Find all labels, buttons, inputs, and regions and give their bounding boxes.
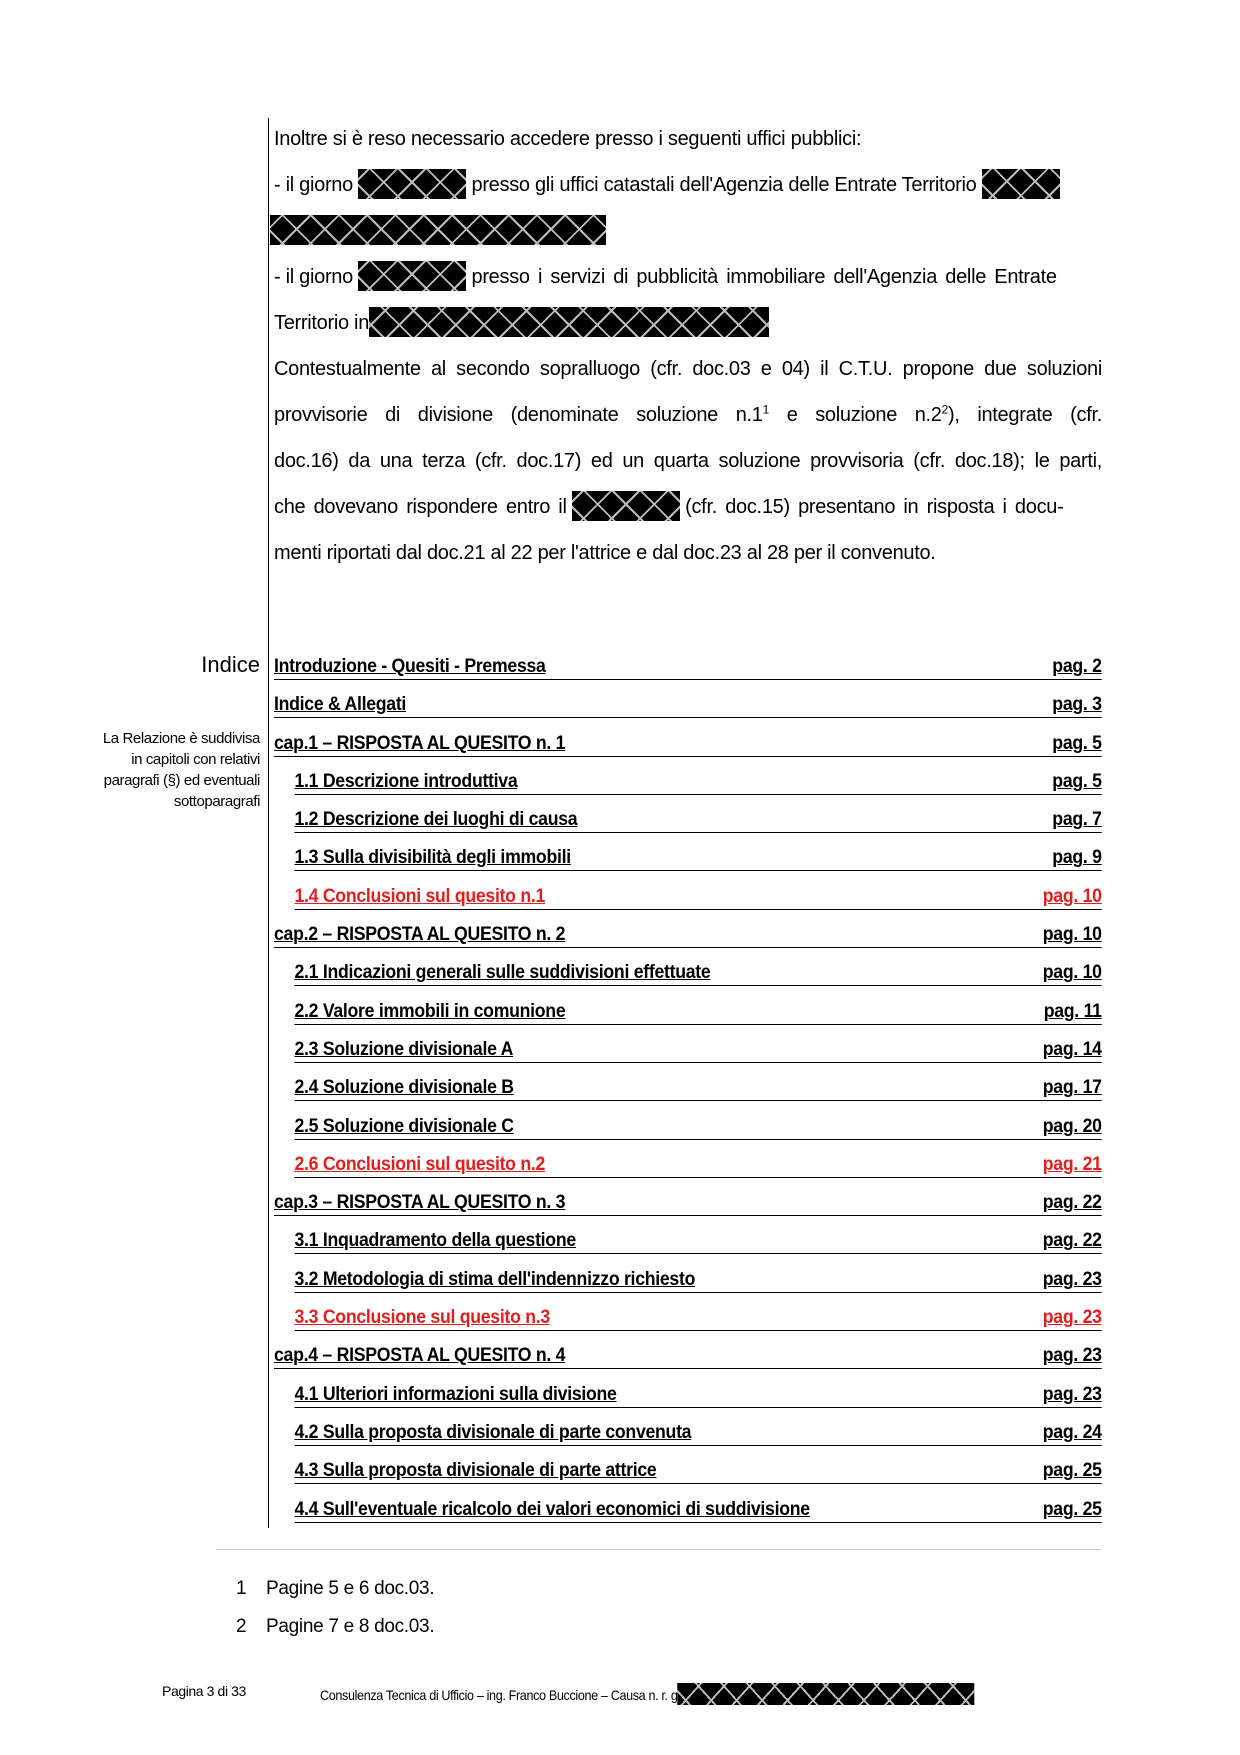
redaction-block: [358, 261, 466, 291]
body-line: - il giorno presso gli uffici catastali dell'Agenzia delle Entrate Territorio: [274, 162, 1102, 208]
body-paragraph: [274, 116, 1102, 576]
toc-section[interactable]: 3.1 Inquadramento della questione pag. 22: [274, 1226, 1102, 1264]
body-line: menti riportati dal doc.21 al 22 per l'attrice e dal doc.23 al 28 per il convenuto.: [274, 542, 936, 564]
table-of-contents: [274, 652, 1102, 1533]
toc-section[interactable]: 3.2 Metodologia di stima dell'indennizzo richiesto pag. 23: [274, 1265, 1102, 1303]
toc-section-conclusion[interactable]: 3.3 Conclusione sul quesito n.3 pag. 23: [274, 1303, 1102, 1341]
redaction-block: [358, 169, 466, 199]
toc-section[interactable]: 2.2 Valore immobili in comunione pag. 11: [274, 997, 1102, 1035]
toc-chapter[interactable]: cap.1 – RISPOSTA AL QUESITO n. 1 pag. 5: [274, 729, 1102, 767]
toc-section[interactable]: 4.4 Sull'eventuale ricalcolo dei valori economici di suddivisione pag. 25: [274, 1495, 1102, 1533]
footer-text: Consulenza Tecnica di Ufficio – ing. Franco Buccione – Causa n. r. g: [320, 1683, 974, 1705]
redaction-block: [572, 491, 680, 521]
toc-section[interactable]: 2.4 Soluzione divisionale B pag. 17: [274, 1073, 1102, 1111]
toc-section[interactable]: 2.5 Soluzione divisionale C pag. 20: [274, 1112, 1102, 1150]
body-line: doc.16) da una terza (cfr. doc.17) ed un quarta soluzione provvisoria (cfr. doc.18); le parti,: [274, 450, 1102, 472]
footnote: 2 Pagine 7 e 8 doc.03.: [236, 1616, 435, 1637]
footer-page-number: Pagina 3 di 33: [162, 1683, 246, 1699]
toc-entry[interactable]: Indice & Allegati pag. 3: [274, 690, 1102, 728]
body-line: Contestualmente al secondo sopralluogo (cfr. doc.03 e 04) il C.T.U. propone due soluzioni: [274, 358, 1102, 380]
footnote-separator: [216, 1549, 1101, 1550]
margin-rule: [268, 118, 269, 1528]
toc-section-conclusion[interactable]: 2.6 Conclusioni sul quesito n.2 pag. 21: [274, 1150, 1102, 1188]
toc-side-note: La Relazione è suddivisa in capitoli con relativi paragrafi (§) ed eventuali sottoparagrafi: [102, 730, 260, 810]
toc-section-conclusion[interactable]: 1.4 Conclusioni sul quesito n.1 pag. 10: [274, 882, 1102, 920]
footnote: 1 Pagine 5 e 6 doc.03.: [236, 1578, 435, 1599]
toc-section[interactable]: 4.3 Sulla proposta divisionale di parte attrice pag. 25: [274, 1456, 1102, 1494]
toc-section[interactable]: 4.2 Sulla proposta divisionale di parte convenuta pag. 24: [274, 1418, 1102, 1456]
toc-chapter[interactable]: cap.3 – RISPOSTA AL QUESITO n. 3 pag. 22: [274, 1188, 1102, 1226]
redaction-block: [369, 307, 769, 337]
toc-section[interactable]: 2.3 Soluzione divisionale A pag. 14: [274, 1035, 1102, 1073]
toc-section[interactable]: 4.1 Ulteriori informazioni sulla divisione pag. 23: [274, 1380, 1102, 1418]
toc-section[interactable]: 1.3 Sulla divisibilità degli immobili pag. 9: [274, 843, 1102, 881]
toc-chapter[interactable]: cap.2 – RISPOSTA AL QUESITO n. 2 pag. 10: [274, 920, 1102, 958]
body-line: - il giorno presso i servizi di pubblicità immobiliare dell'Agenzia delle Entrate: [274, 254, 1102, 300]
redaction-block: [982, 169, 1060, 199]
body-line: che dovevano rispondere entro il (cfr. doc.15) presentano in risposta i docu-: [274, 484, 1102, 530]
footnotes: [236, 1570, 434, 1646]
redaction-block: [270, 215, 606, 245]
body-line: Inoltre si è reso necessario accedere presso i seguenti uffici pubblici:: [274, 128, 862, 150]
toc-entry[interactable]: Introduzione - Quesiti - Premessa pag. 2: [274, 652, 1102, 690]
toc-chapter[interactable]: cap.4 – RISPOSTA AL QUESITO n. 4 pag. 23: [274, 1341, 1102, 1379]
footnote-ref[interactable]: 1: [762, 402, 769, 417]
toc-title: Indice: [201, 652, 260, 677]
redaction-block: [677, 1683, 974, 1705]
toc-section[interactable]: 2.1 Indicazioni generali sulle suddivisioni effettuate pag. 10: [274, 958, 1102, 996]
body-line: Territorio in: [274, 300, 1102, 346]
body-line: [274, 208, 1102, 254]
toc-section[interactable]: 1.1 Descrizione introduttiva pag. 5: [274, 767, 1102, 805]
body-line: provvisorie di divisione (denominate soluzione $n.1^1$ e soluzione $n.2^2$), integrate (cfr.: [274, 402, 1102, 426]
toc-section[interactable]: 1.2 Descrizione dei luoghi di causa pag. 7: [274, 805, 1102, 843]
footnote-ref[interactable]: 2: [941, 402, 949, 417]
